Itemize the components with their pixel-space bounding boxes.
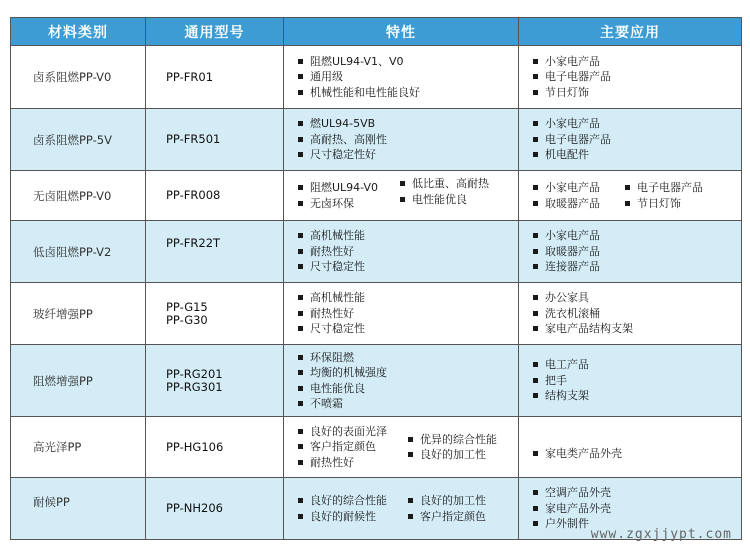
feature-item: 良好的综合性能	[298, 493, 408, 509]
table-row	[11, 283, 742, 345]
feature-item: 优异的综合性能	[408, 432, 497, 448]
model-cell	[146, 283, 284, 345]
feature-item: 无卤环保	[298, 196, 400, 212]
model-cell	[146, 478, 284, 540]
square-bullet-icon	[298, 249, 303, 254]
application-item: 小家电产品	[533, 54, 741, 70]
features-cell	[284, 221, 519, 283]
model-number: PP-HG106	[166, 439, 224, 454]
applications-cell	[519, 283, 742, 345]
feature-item: 客户指定颜色	[298, 439, 408, 455]
square-bullet-icon	[408, 452, 413, 457]
square-bullet-icon	[533, 152, 538, 157]
feature-item: 不喷霜	[298, 396, 518, 412]
application-item: 家电产品外壳	[533, 501, 741, 517]
model-cell	[146, 417, 284, 478]
table-row	[11, 171, 742, 221]
application-item: 办公家具	[533, 290, 741, 306]
square-bullet-icon	[298, 185, 303, 190]
square-bullet-icon	[533, 295, 538, 300]
model-number: PP-RG301	[166, 379, 223, 394]
application-item: 电子电器产品	[533, 69, 741, 85]
features-cell	[284, 417, 519, 478]
applications-cell	[519, 417, 742, 478]
square-bullet-icon	[533, 249, 538, 254]
square-bullet-icon	[408, 514, 413, 519]
application-item: 取暖器产品	[533, 244, 741, 260]
category-cell: 低卤阻燃PP-V2	[11, 221, 146, 283]
square-bullet-icon	[400, 181, 405, 186]
feature-item: 尺寸稳定性好	[298, 147, 518, 163]
square-bullet-icon	[533, 326, 538, 331]
square-bullet-icon	[298, 137, 303, 142]
square-bullet-icon	[298, 295, 303, 300]
application-item: 节日灯饰	[533, 85, 741, 101]
square-bullet-icon	[298, 355, 303, 360]
feature-item: 阻燃UL94-V1、V0	[298, 54, 518, 70]
feature-item: 良好的加工性	[408, 447, 497, 463]
application-item: 空调产品外壳	[533, 485, 741, 501]
application-item: 电子电器产品	[533, 132, 741, 148]
table-row	[11, 221, 742, 283]
category-cell: 卤系阻燃PP-V0	[11, 46, 146, 109]
applications-cell	[519, 109, 742, 171]
application-item: 取暖器产品	[533, 196, 625, 212]
square-bullet-icon	[533, 393, 538, 398]
category-cell: 玻纤增强PP	[11, 283, 146, 345]
table-row	[11, 417, 742, 478]
square-bullet-icon	[298, 121, 303, 126]
square-bullet-icon	[533, 521, 538, 526]
features-cell	[284, 478, 519, 540]
application-item: 把手	[533, 373, 741, 389]
model-number: PP-RG201	[166, 366, 223, 381]
application-item: 小家电产品	[533, 180, 625, 196]
header-row	[11, 18, 742, 46]
square-bullet-icon	[298, 514, 303, 519]
square-bullet-icon	[298, 311, 303, 316]
square-bullet-icon	[533, 90, 538, 95]
feature-item: 耐热性好	[298, 306, 518, 322]
feature-item: 高机械性能	[298, 290, 518, 306]
model-number: PP-NH206	[166, 501, 223, 515]
square-bullet-icon	[533, 362, 538, 367]
feature-item: 电性能优良	[400, 192, 489, 208]
header-model: 通用型号	[146, 18, 284, 46]
feature-item: 均衡的机械强度	[298, 365, 518, 381]
square-bullet-icon	[298, 401, 303, 406]
square-bullet-icon	[298, 74, 303, 79]
feature-item: 耐热性好	[298, 244, 518, 260]
table-row	[11, 109, 742, 171]
square-bullet-icon	[408, 498, 413, 503]
square-bullet-icon	[533, 59, 538, 64]
square-bullet-icon	[533, 264, 538, 269]
feature-item: 机械性能和电性能良好	[298, 85, 518, 101]
square-bullet-icon	[298, 90, 303, 95]
square-bullet-icon	[533, 137, 538, 142]
square-bullet-icon	[533, 311, 538, 316]
square-bullet-icon	[533, 490, 538, 495]
square-bullet-icon	[298, 59, 303, 64]
model-number: PP-FR01	[166, 69, 214, 84]
features-cell	[284, 46, 519, 109]
category-cell: 阻燃增强PP	[11, 345, 146, 417]
square-bullet-icon	[533, 74, 538, 79]
header-applications: 主要应用	[519, 18, 742, 46]
model-number: PP-G30	[166, 312, 208, 327]
square-bullet-icon	[533, 451, 538, 456]
features-cell	[284, 283, 519, 345]
header-category: 材料类别	[11, 18, 146, 46]
feature-item: 客户指定颜色	[408, 509, 486, 525]
material-table-container	[10, 17, 741, 540]
square-bullet-icon	[298, 201, 303, 206]
application-item: 小家电产品	[533, 116, 741, 132]
table-row	[11, 46, 742, 109]
application-item: 家电产品结构支架	[533, 321, 741, 337]
model-number: PP-FR501	[166, 132, 221, 146]
features-cell	[284, 109, 519, 171]
watermark: www.zgxjjypt.com	[590, 527, 732, 542]
application-item: 结构支架	[533, 388, 741, 404]
model-number: PP-FR22T	[166, 236, 221, 250]
feature-item: 高耐热、高刚性	[298, 132, 518, 148]
category-cell: 卤系阻燃PP-5V	[11, 109, 146, 171]
feature-item: 尺寸稳定性	[298, 321, 518, 337]
square-bullet-icon	[298, 498, 303, 503]
feature-item: 良好的耐候性	[298, 509, 408, 525]
square-bullet-icon	[298, 386, 303, 391]
square-bullet-icon	[298, 152, 303, 157]
square-bullet-icon	[298, 264, 303, 269]
application-item: 连接器产品	[533, 259, 741, 275]
application-item: 户外制件	[533, 516, 741, 532]
square-bullet-icon	[625, 201, 630, 206]
model-number: PP-FR008	[166, 188, 221, 202]
feature-item: 燃UL94-5VB	[298, 116, 518, 132]
applications-cell	[519, 221, 742, 283]
feature-item: 高机械性能	[298, 228, 518, 244]
applications-cell	[519, 46, 742, 109]
square-bullet-icon	[298, 444, 303, 449]
feature-item: 尺寸稳定性	[298, 259, 518, 275]
square-bullet-icon	[298, 370, 303, 375]
square-bullet-icon	[298, 460, 303, 465]
square-bullet-icon	[533, 201, 538, 206]
features-cell	[284, 345, 519, 417]
feature-item: 良好的表面光泽	[298, 424, 408, 440]
square-bullet-icon	[408, 437, 413, 442]
category-cell: 耐候PP	[11, 478, 146, 540]
model-number: PP-G15	[166, 299, 208, 314]
feature-item: 良好的加工性	[408, 493, 486, 509]
model-cell	[146, 221, 284, 283]
square-bullet-icon	[533, 121, 538, 126]
category-cell: 高光泽PP	[11, 417, 146, 478]
square-bullet-icon	[298, 233, 303, 238]
material-table	[10, 17, 742, 540]
model-cell	[146, 46, 284, 109]
model-cell	[146, 171, 284, 221]
table-row	[11, 345, 742, 417]
application-item: 电工产品	[533, 357, 741, 373]
square-bullet-icon	[298, 429, 303, 434]
header-features: 特性	[284, 18, 519, 46]
application-item: 小家电产品	[533, 228, 741, 244]
model-cell	[146, 109, 284, 171]
square-bullet-icon	[625, 185, 630, 190]
feature-item: 耐热性好	[298, 455, 408, 471]
feature-item: 环保阻燃	[298, 350, 518, 366]
category-cell: 无卤阻燃PP-V0	[11, 171, 146, 221]
feature-item: 通用级	[298, 69, 518, 85]
application-item: 节日灯饰	[625, 196, 703, 212]
features-cell	[284, 171, 519, 221]
feature-item: 阻燃UL94-V0	[298, 180, 400, 196]
model-cell	[146, 345, 284, 417]
feature-item: 电性能优良	[298, 381, 518, 397]
applications-cell	[519, 171, 742, 221]
square-bullet-icon	[400, 197, 405, 202]
application-item: 机电配件	[533, 147, 741, 163]
square-bullet-icon	[533, 233, 538, 238]
feature-item: 低比重、高耐热	[400, 176, 489, 192]
application-item: 电子电器产品	[625, 180, 703, 196]
applications-cell	[519, 345, 742, 417]
square-bullet-icon	[533, 185, 538, 190]
square-bullet-icon	[298, 326, 303, 331]
square-bullet-icon	[533, 506, 538, 511]
application-item: 家电类产品外壳	[533, 446, 741, 462]
square-bullet-icon	[533, 378, 538, 383]
application-item: 洗衣机滚桶	[533, 306, 741, 322]
